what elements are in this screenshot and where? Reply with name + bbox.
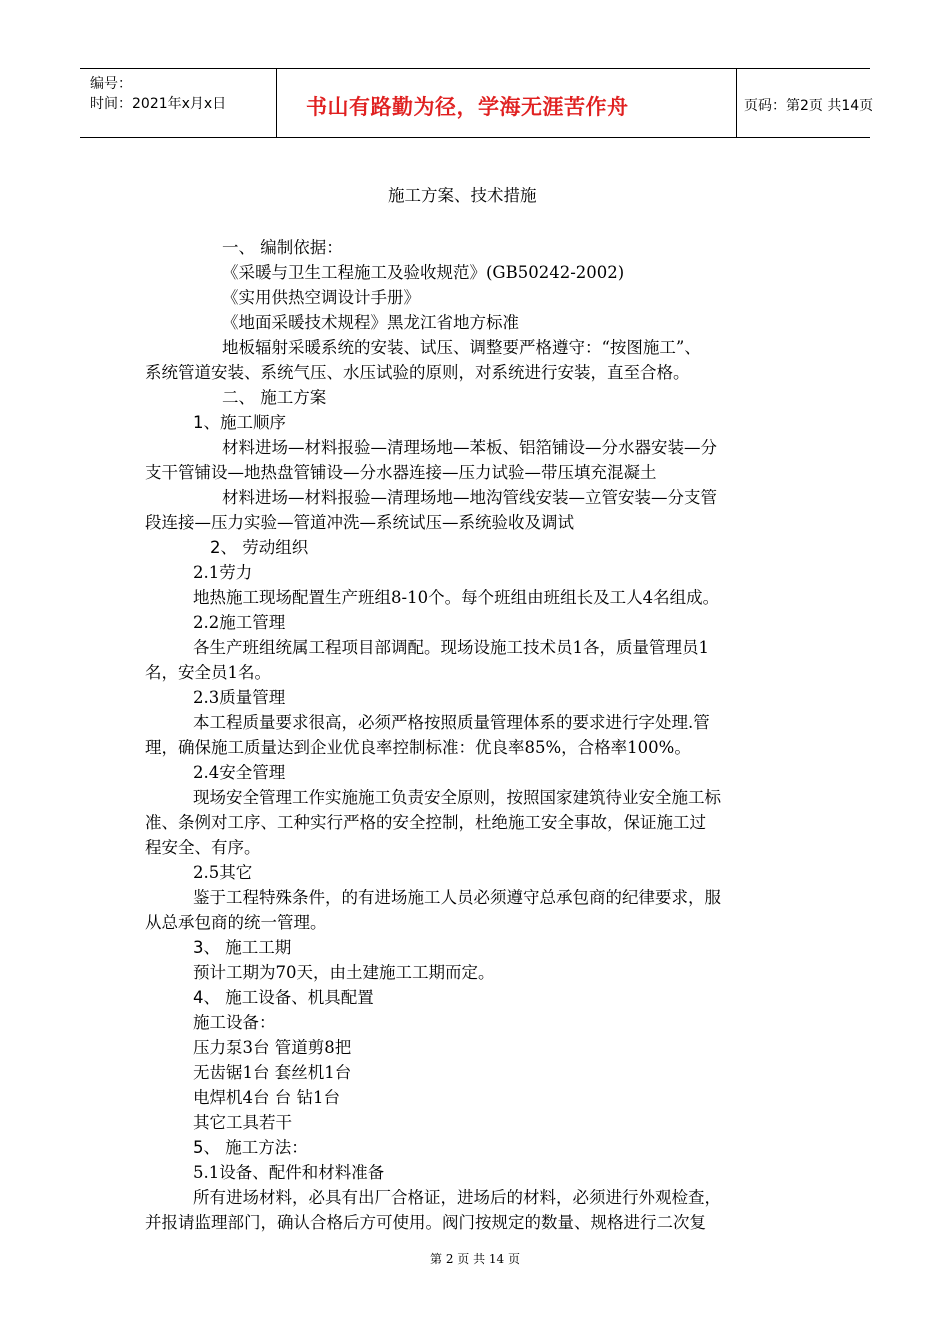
paragraph-line: 系统管道安装、系统气压、水压试验的原则，对系统进行安装，直至合格。 [145,363,690,382]
paragraph-line: 本工程质量要求很高，必须严格按照质量管理体系的要求进行字处理.管 [193,713,710,732]
paragraph-line: 鉴于工程特殊条件，的有进场施工人员必须遵守总承包商的纪律要求，服 [193,888,721,907]
paragraph-line: 各生产班组统属工程项目部调配。现场设施工技术员1各，质量管理员1 [193,638,709,657]
paragraph-line: 名，安全员1名。 [145,663,271,682]
paragraph-line: 材料进场—材料报验—清理场地—苯板、铝箔铺设—分水器安装—分 [222,438,717,457]
paragraph-line: 其它工具若干 [193,1113,292,1132]
header-motto: 书山有路勤为径，学海无涯苦作舟 [306,95,629,119]
paragraph-line: 预计工期为70天，由土建施工工期而定。 [193,963,495,982]
header-page-number: 页码：第2页 共14页 [744,98,874,114]
subsection-heading: 4、 施工设备、机具配置 [193,988,374,1007]
page-footer: 第 2 页 共 14 页 [430,1252,520,1266]
header-page-cell [736,69,874,137]
subsection-label: 2.3质量管理 [193,688,286,707]
paragraph-line: 理，确保施工质量达到企业优良率控制标准：优良率85%，合格率100%。 [145,738,691,757]
equipment-line: 压力泵3台 管道剪8把 [193,1038,352,1057]
header-motto-cell [276,69,737,137]
document-date: 时间：2021年x月x日 [90,96,227,112]
paragraph-line: 准、条例对工序、工种实行严格的安全控制，杜绝施工安全事故，保证施工过 [145,813,706,832]
subsection-label: 2.1劳力 [193,563,253,582]
document-title: 施工方案、技术措施 [388,186,537,205]
reference-line: 《实用供热空调设计手册》 [222,288,420,307]
paragraph-line: 程安全、有序。 [145,838,261,857]
subsection-heading: 5、 施工方法： [193,1138,308,1157]
paragraph-line: 材料进场—材料报验—清理场地—地沟管线安装—立管安装—分支管 [222,488,717,507]
paragraph-line: 施工设备： [193,1013,276,1032]
paragraph-line: 支干管铺设—地热盘管铺设—分水器连接—压力试验—带压填充混凝土 [145,463,657,482]
reference-line: 《地面采暖技术规程》黑龙江省地方标准 [222,313,519,332]
section-heading: 二、 施工方案 [222,388,327,407]
header-meta [80,69,277,137]
subsection-label: 2.4安全管理 [193,763,286,782]
section-heading: 一、 编制依据： [222,238,343,257]
subsection-label: 5.1设备、配件和材料准备 [193,1163,385,1182]
paragraph-line: 并报请监理部门，确认合格后方可使用。阀门按规定的数量、规格进行二次复 [145,1213,706,1232]
subsection-label: 2.2施工管理 [193,613,286,632]
subsection-label: 2.5其它 [193,863,253,882]
paragraph-line: 所有进场材料，必具有出厂合格证，进场后的材料，必须进行外观检查， [193,1188,721,1207]
equipment-line: 电焊机4台 台 钻1台 [193,1088,340,1107]
paragraph-line: 从总承包商的统一管理。 [145,913,327,932]
equipment-line: 无齿锯1台 套丝机1台 [193,1063,352,1082]
document-number: 编号： [90,76,132,92]
reference-line: 《采暖与卫生工程施工及验收规范》(GB50242-2002) [222,263,625,282]
page-header [80,68,874,138]
subsection-heading: 1、施工顺序 [193,413,286,432]
subsection-heading: 3、 施工工期 [193,938,292,957]
paragraph-line: 段连接—压力实验—管道冲洗—系统试压—系统验收及调试 [145,513,574,532]
paragraph-line: 地板辐射采暖系统的安装、试压、调整要严格遵守：“按图施工”、 [222,338,701,357]
subsection-heading: 2、 劳动组织 [210,538,309,557]
paragraph-line: 地热施工现场配置生产班组8-10个。每个班组由班组长及工人4名组成。 [193,588,720,607]
paragraph-line: 现场安全管理工作实施施工负责安全原则，按照国家建筑待业安全施工标 [193,788,721,807]
